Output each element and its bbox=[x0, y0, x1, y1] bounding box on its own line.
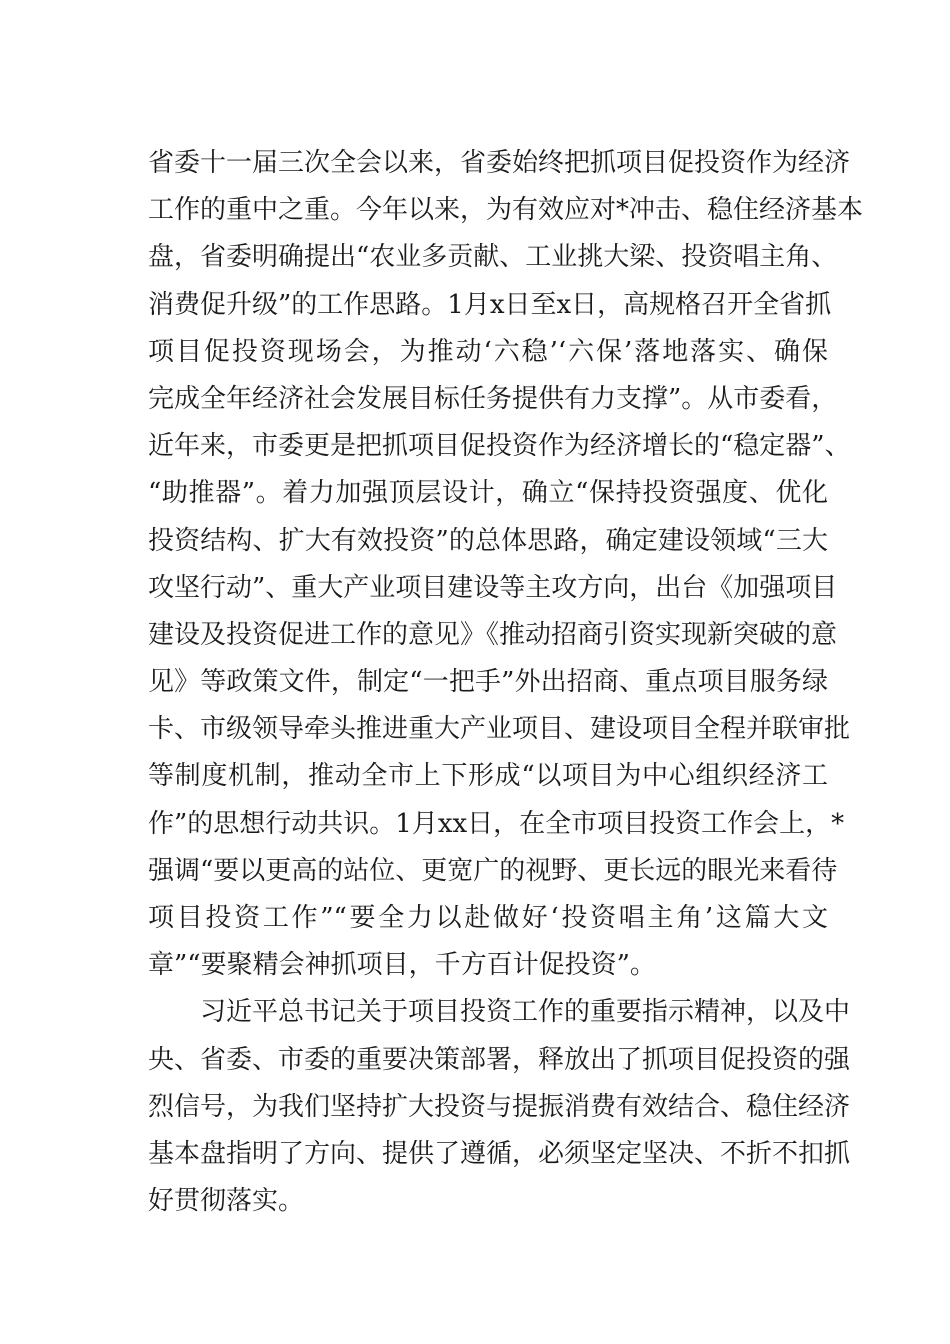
paragraph-2 bbox=[148, 989, 851, 1225]
text-line: 近年来，市委更是把抓项目促投资作为经济增长的“稳定器”、 bbox=[148, 431, 851, 462]
text-line: 完成全年经济社会发展目标任务提供有力支撑”。从市委看， bbox=[148, 383, 838, 414]
text-line: 项目投资工作”“要全力以赴做好‘投资唱主角’这篇大文 bbox=[148, 903, 828, 933]
text-line: 基本盘指明了方向、提供了遵循，必须坚定坚决、不折不扣抓 bbox=[148, 1138, 851, 1169]
text-line: 项目促投资现场会，为推动‘六稳’‘六保’落地落实、确保 bbox=[148, 336, 828, 367]
text-line: 盘，省委明确提出“农业多贡献、工业挑大梁、投资唱主角、 bbox=[148, 242, 838, 273]
text-line: 作”的思想行动共识。1月xx日，在全市项目投资工作会上，* bbox=[148, 808, 845, 839]
text-line: 好贯彻落实。 bbox=[148, 1186, 305, 1217]
text-line: 卡、市级领导牵头推进重大产业项目、建设项目全程并联审批 bbox=[148, 714, 851, 745]
text-line: 攻坚行动”、重大产业项目建设等主攻方向，出台《加强项目 bbox=[148, 572, 838, 603]
text-line: 消费促升级”的工作思路。1月x日至x日，高规格召开全省抓 bbox=[148, 289, 832, 320]
text-line: “助推器”。着力加强顶层设计，确立“保持投资强度、优化 bbox=[148, 478, 828, 509]
document-body bbox=[148, 140, 864, 1225]
text-line: 见》等政策文件，制定“一把手”外出招商、重点项目服务绿 bbox=[148, 667, 828, 698]
text-line: 章”“要聚精会神抓项目，千方百计促投资”。 bbox=[148, 950, 656, 981]
text-line: 习近平总书记关于项目投资工作的重要指示精神，以及中 bbox=[148, 997, 851, 1028]
text-line: 投资结构、扩大有效投资”的总体思路，确定建设领域“三大 bbox=[148, 525, 828, 556]
text-line: 强调“要以更高的站位、更宽广的视野、更长远的眼光来看待 bbox=[148, 855, 838, 886]
text-line: 工作的重中之重。今年以来，为有效应对*冲击、稳住经济基本 bbox=[148, 195, 864, 226]
text-line: 省委十一届三次全会以来，省委始终把抓项目促投资作为经济 bbox=[148, 148, 851, 178]
text-line: 建设及投资促进工作的意见》《推动招商引资实现新突破的意 bbox=[148, 619, 838, 650]
paragraph-1 bbox=[148, 140, 864, 989]
text-line: 烈信号，为我们坚持扩大投资与提振消费有效结合、稳住经济 bbox=[148, 1091, 851, 1122]
text-line: 等制度机制，推动全市上下形成“以项目为中心组织经济工 bbox=[148, 761, 828, 792]
text-line: 央、省委、市委的重要决策部署，释放出了抓项目促投资的强 bbox=[148, 1044, 851, 1075]
